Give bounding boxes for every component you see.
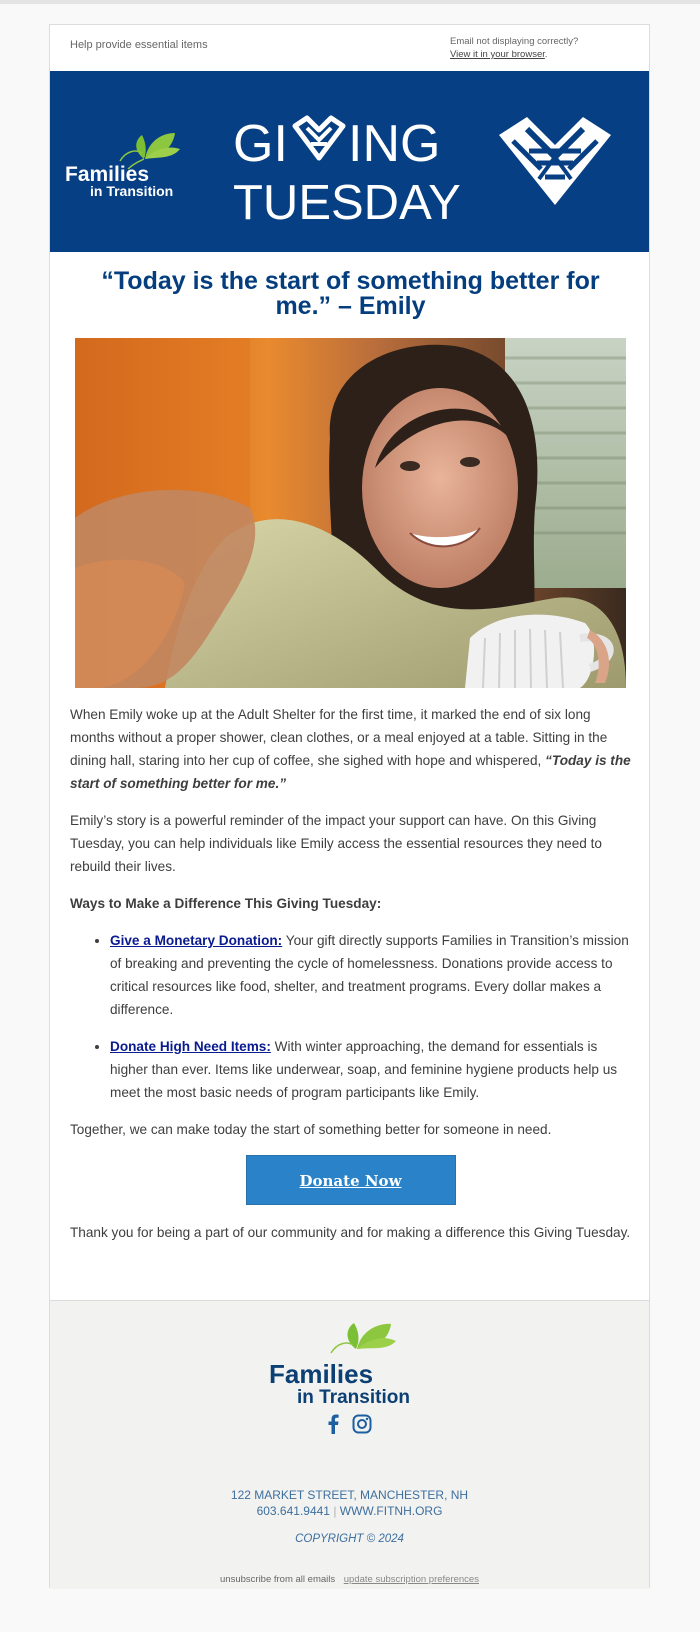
- intro-text: When Emily woke up at the Adult Shelter for the first time, it marked the end of six long months without a proper shower, clean clothes, or a meal enjoyed at a table. Sitting in the dining hall, staring into her cup of coffee, she sighed with hope and whispered,: [70, 707, 608, 768]
- website-link[interactable]: WWW.FITNH.ORG: [339, 1504, 443, 1518]
- intro-paragraph: [70, 703, 631, 795]
- email-container: [49, 24, 650, 1588]
- email-body: [70, 703, 631, 1258]
- street-address: 122 MARKET STREET, MANCHESTER, NH: [230, 1488, 469, 1502]
- view-in-browser-link[interactable]: View it in your browser: [450, 49, 545, 60]
- thanks-paragraph: Thank you for being a part of our community and for making a difference this Giving Tuesday.: [70, 1225, 631, 1240]
- top-strip: [0, 0, 700, 4]
- unsubscribe-row: [50, 1574, 649, 1585]
- footer: [50, 1300, 649, 1589]
- giving-tuesday-heart-icon: [499, 117, 611, 205]
- instagram-icon[interactable]: [352, 1414, 372, 1439]
- preheader: [50, 25, 649, 71]
- wordmark-ing: ING: [348, 115, 441, 173]
- separator: |: [333, 1504, 337, 1518]
- items-description: With winter approaching, the demand for essentials is higher than ever. Items like underwear, soap, and feminine hygiene products help us meet the most basic needs of program participants like Emily.: [110, 1039, 618, 1100]
- ways-list: [70, 929, 631, 1104]
- donate-button-wrap: [70, 1155, 631, 1205]
- donate-items-link[interactable]: Donate High Need Items:: [110, 1039, 271, 1054]
- wordmark-tuesday: TUESDAY: [233, 176, 461, 230]
- donate-now-button[interactable]: Donate Now: [246, 1155, 456, 1205]
- giving-tuesday-wordmark: [233, 115, 461, 230]
- unsubscribe-link[interactable]: unsubscribe from all emails: [220, 1574, 336, 1585]
- fit-logo: [65, 133, 180, 199]
- footer-logo-line2: in Transition: [297, 1387, 410, 1408]
- fit-logo-line2: in Transition: [90, 183, 174, 199]
- portrait-photo-icon: [75, 338, 626, 688]
- banner-artwork: [50, 71, 649, 252]
- period: .: [544, 49, 548, 60]
- together-paragraph: Together, we can make today the start of something better for someone in need.: [70, 1122, 552, 1137]
- display-prompt: Email not displaying correctly?: [450, 36, 579, 47]
- preheader-text: Help provide essential items: [70, 39, 208, 51]
- phone-number[interactable]: 603.641.9441: [256, 1504, 330, 1518]
- intro-quote: “Today is the start of something better for me.”: [70, 753, 631, 791]
- donation-description: Your gift directly supports Families in Transition’s mission of breaking and preventing the cycle of homelessness. Donations provide access to critical resources like food, shelter, and treatment programs. Every dollar makes a difference.: [110, 933, 629, 1017]
- giving-tuesday-banner: [50, 71, 649, 252]
- copyright: COPYRIGHT © 2024: [295, 1533, 404, 1545]
- butterfly-leaf-icon: [331, 1323, 396, 1353]
- fit-logo-line1: Families: [65, 163, 150, 186]
- list-item: [110, 1035, 631, 1104]
- subscription-preferences-link[interactable]: update subscription preferences: [343, 1574, 479, 1585]
- ways-heading: Ways to Make a Difference This Giving Tuesday:: [70, 896, 382, 911]
- headline-quote: “Today is the start of something better for me.” – Emily: [101, 267, 600, 320]
- list-item: [110, 929, 631, 1021]
- facebook-icon[interactable]: [327, 1414, 339, 1439]
- footer-logo-line1: Families: [269, 1359, 374, 1389]
- wordmark-gi: GI: [233, 115, 288, 173]
- footer-fit-logo: [269, 1321, 429, 1411]
- browser-view-notice: [450, 35, 578, 61]
- heart-v-icon: [295, 118, 343, 158]
- social-links: [50, 1414, 649, 1439]
- give-donation-link[interactable]: Give a Monetary Donation:: [110, 933, 283, 948]
- footer-address-block: [50, 1487, 649, 1519]
- story-paragraph: Emily’s story is a powerful reminder of the impact your support can have. On this Giving Tuesday, you can help individuals like Emily access the essential resources they need to rebuild their lives.: [70, 813, 602, 874]
- emily-photo: [75, 338, 626, 688]
